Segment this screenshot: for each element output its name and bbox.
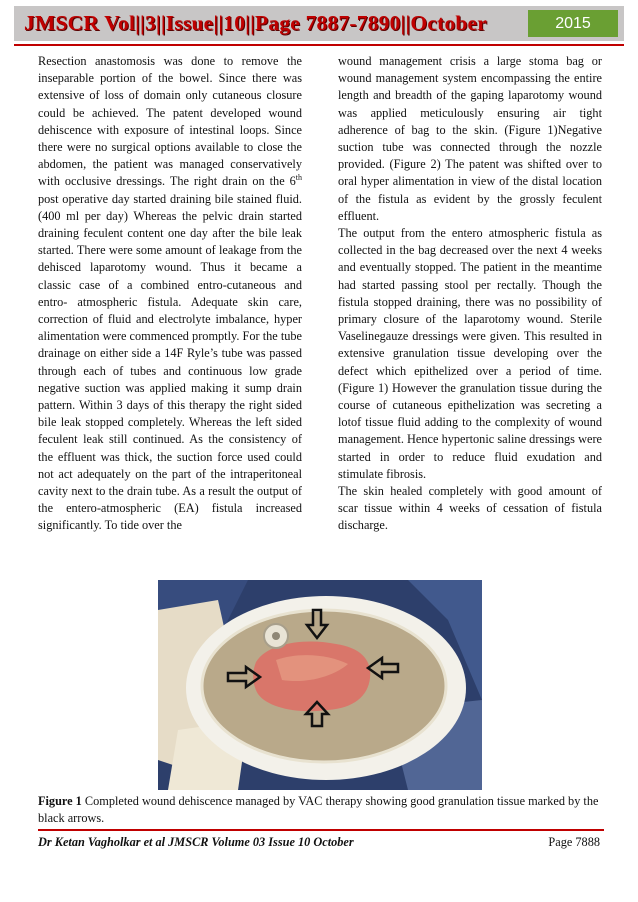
footer-divider [38,829,604,831]
figure-1-photo [158,580,482,790]
left-text-column [38,53,302,535]
footer-page-number: Page 7888 [548,835,600,849]
journal-header-year: 2015 [528,10,618,37]
caption-text: Completed wound dehiscence managed by VAC therapy showing good granulation tissue marked by the black arrows. [38,794,599,826]
caption-label: Figure 1 [38,794,82,808]
figure-1-caption [38,793,604,827]
right-text-column [338,53,602,535]
left-paragraph [38,53,302,535]
journal-header-title: JMSCR Vol||3||Issue||10||Page 7887-7890||October [24,11,488,35]
header-divider [14,44,624,46]
footer-citation: Dr Ketan Vagholkar et al JMSCR Volume 03 Issue 10 October [38,835,354,849]
right-paragraph-3: The skin healed completely with good amount of scar tissue within 4 weeks of cessation of fistula discharge. [338,484,602,533]
right-paragraph-2: The output from the entero atmospheric fistula as collected in the bag decreased over the next 4 weeks and eventually stopped. The patient in the meantime had started passing stool per rectally. Though the fistula stopped draining, there was no possibility of primary closure of the laparotomy wound. Sterile Vaselinegauze dressings were given. This resulted in extensive granulation tissue developing over the defect which epithelized over a period of time. (Figure 1) However the granulation tissue during the course of cutaneous epithelization was secreting a lotof tissue fluid adding to the complexity of wound management. Hence hypertonic saline dressings were started in order to reduce fluid exudation and stimulate fibrosis. [338,226,602,481]
wound-vac-photo-illustration [158,580,482,790]
journal-header-band [14,6,624,41]
ordinal-superscript: th [295,173,302,183]
right-paragraph-1: wound management crisis a large stoma bag or wound management system encompassing the entire length and breadth of the gaping laparotomy wound was applied meticulously ensuring air tight adherence of bag to the skin. (Figure 1)Negative suction tube was connected through the nozzle provided. (Figure 2) The patent was shifted over to oral hyper alimentation in view of the distal location of the fistula as evident by the grossly feculent effluent. [338,54,602,223]
left-paragraph-part-b: post operative day started draining bile stained fluid. (400 ml per day) Whereas the pelvic drain started draining feculent content one day after the bile leak started. There were some amount of leakage from the dehisced laparotomy wound. Thus it became a classic case of a combined entro-cutaneous and entro- atmospheric fistula. Adequate skin care, correction of fluid and electrolyte imbalance, hyper alimentation were commenced promptly. For the tube drainage on either side a 14F Ryle’s tube was passed through each of tubes and continuous low grade negative suction was applied making it sump drain pattern. Within 3 days of this therapy the right sided bile leak stopped completely. Whereas the left sided feculent leak still continued. As the consistency of the effluent was thick, the suction force used could not act adequately on the part of the intraperitoneal cavity next to the drain tube. As a result the output of the entero-atmospheric (EA) fistula increased significantly. To tide over the [38,191,302,533]
left-paragraph-part-a: Resection anastomosis was done to remove the inseparable portion of the bowel. Since there was extensive of loss of domain only cutaneous closure could be achieved. The patent developed wound dehiscence with exposure of intestinal loops. Since there were no surgical options available to close the abdomen, the patient was managed conservatively with occlusive dressings. The right drain on the 6 [38,54,302,189]
